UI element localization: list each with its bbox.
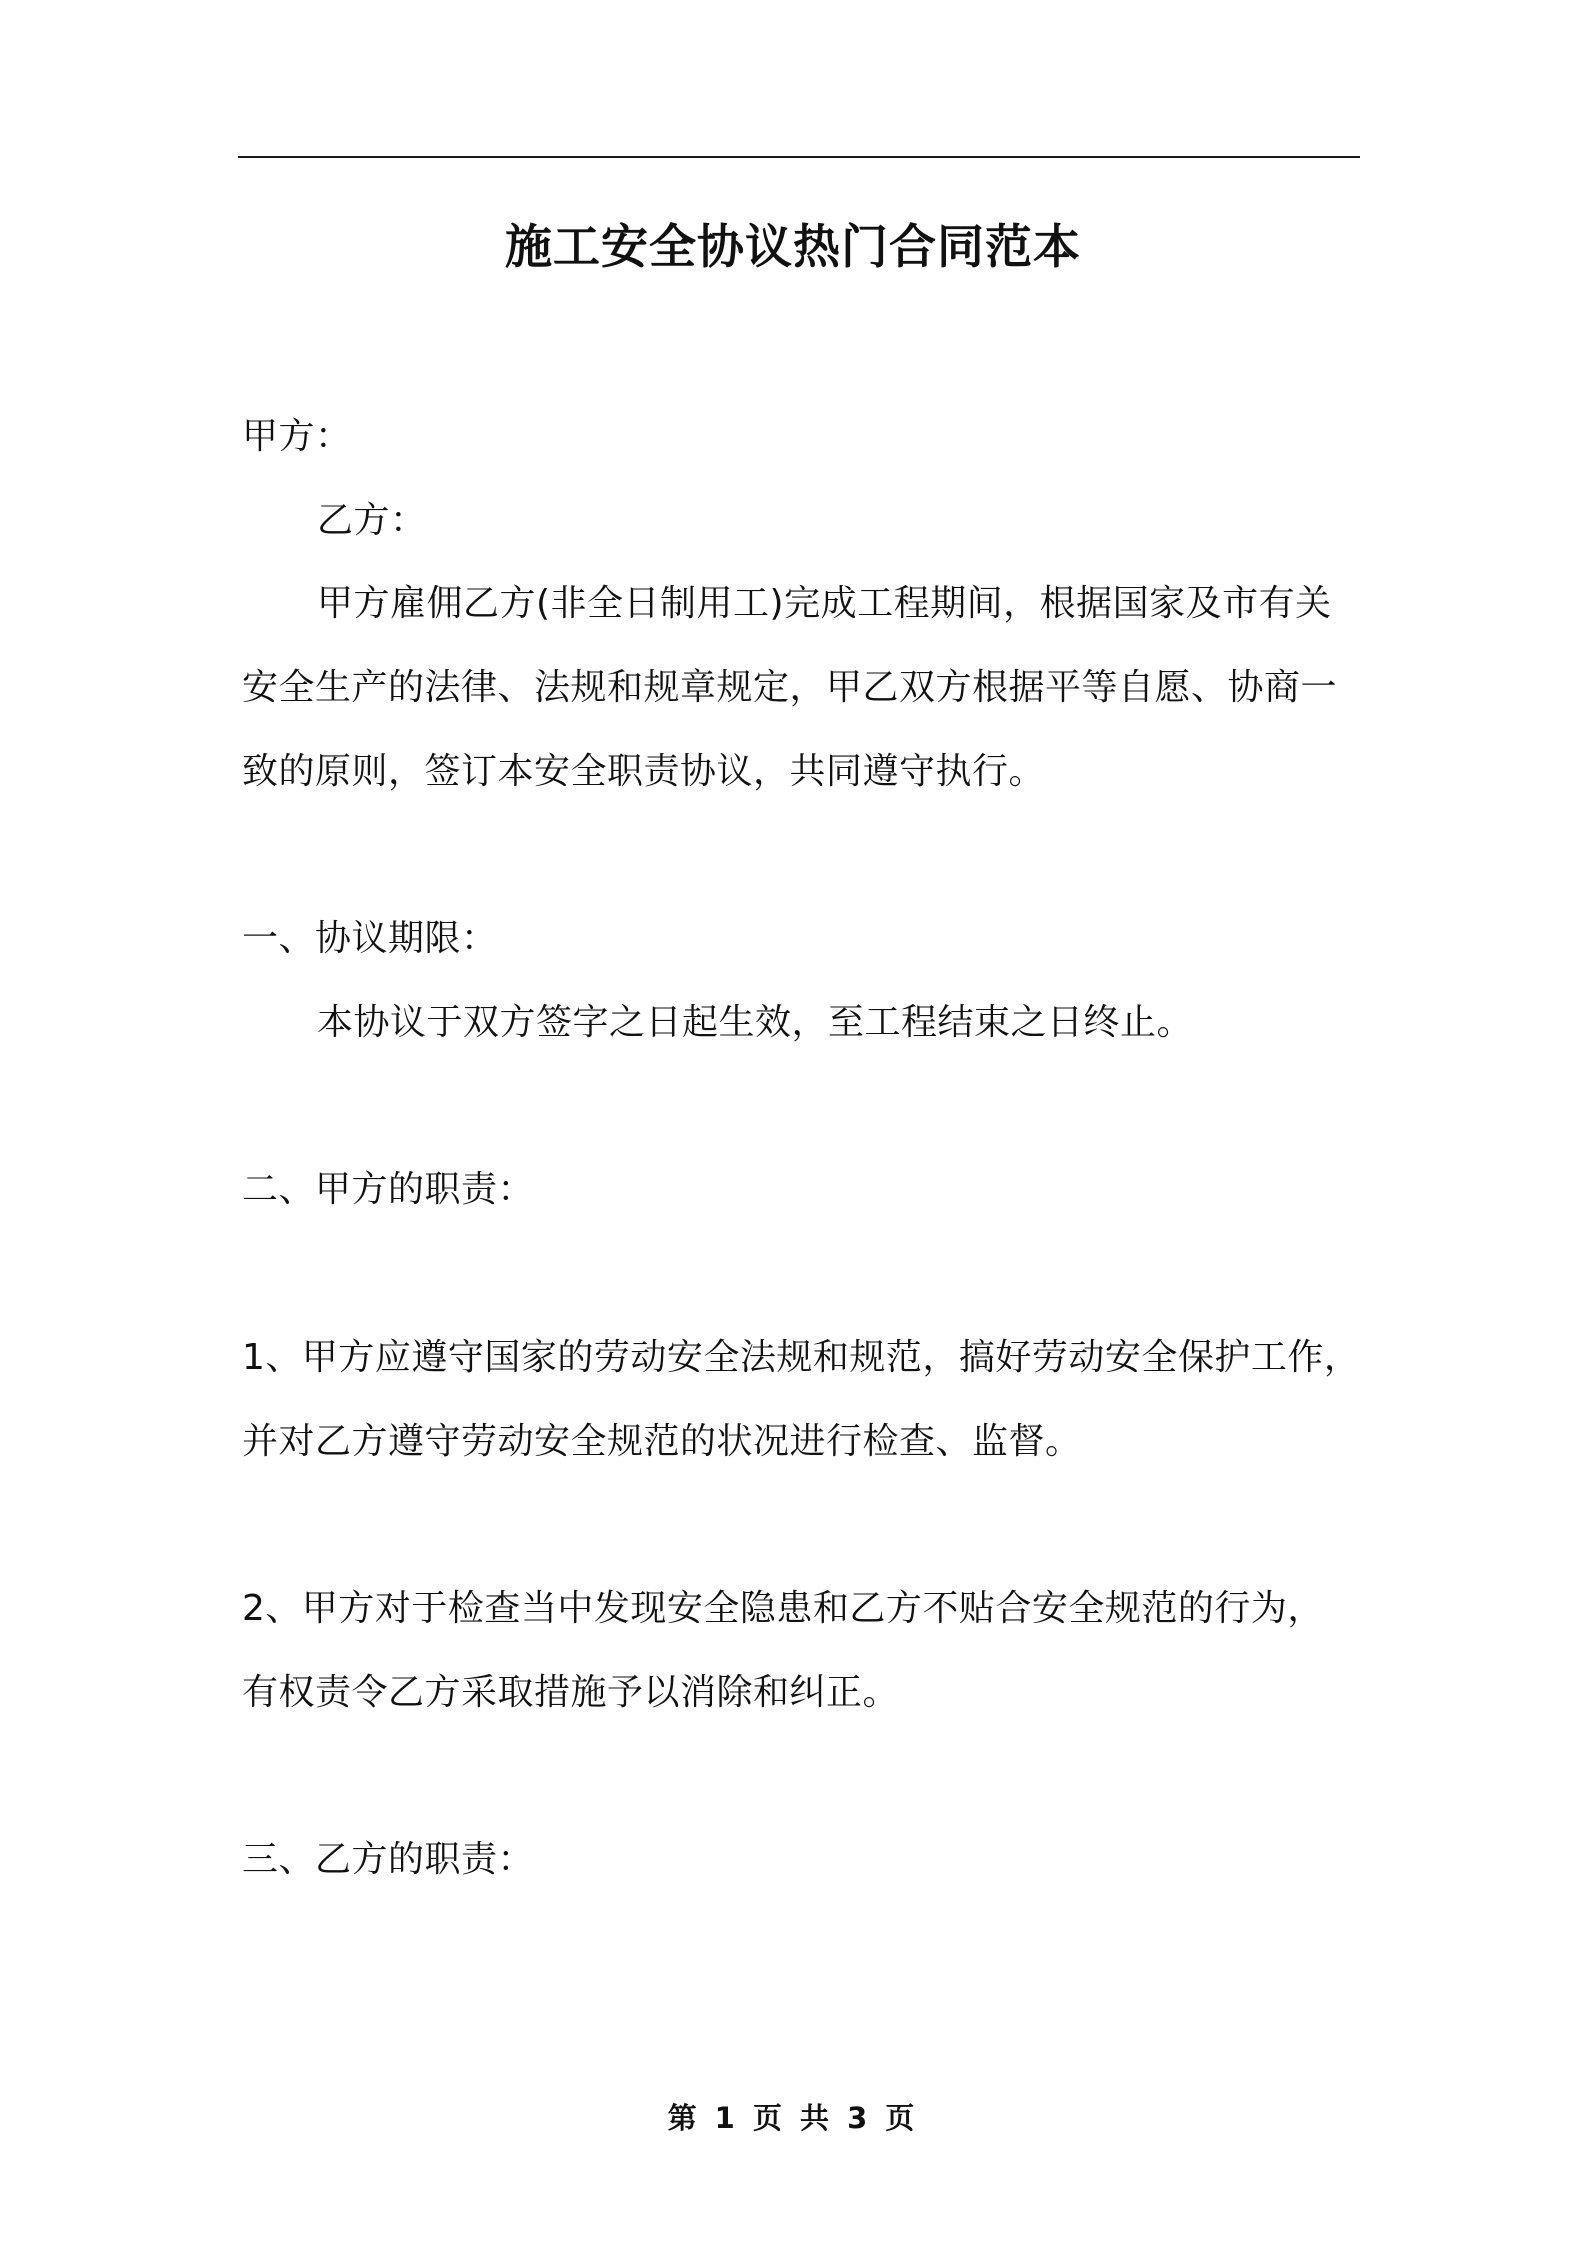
- clause-1-line-2: 并对乙方遵守劳动安全规范的状况进行检查、监督。: [242, 1421, 1082, 1462]
- section-2-heading: 二、甲方的职责：: [242, 1169, 535, 1210]
- preamble-line-1: 甲方雇佣乙方(非全日制用工)完成工程期间，根据国家及市有关: [317, 583, 1332, 624]
- party-b-label: 乙方：: [317, 500, 427, 541]
- clause-1-line-1: 1、甲方应遵守国家的劳动安全法规和规范，搞好劳动安全保护工作，: [242, 1337, 1361, 1378]
- party-a-label: 甲方：: [242, 416, 352, 457]
- header-rule: [238, 156, 1360, 158]
- section-3-heading: 三、乙方的职责：: [242, 1839, 535, 1880]
- section-1-heading: 一、协议期限：: [242, 918, 498, 959]
- clause-2-line-1: 2、甲方对于检查当中发现安全隐患和乙方不贴合安全规范的行为，: [242, 1588, 1324, 1629]
- section-1-text: 本协议于双方签字之日起生效，至工程结束之日终止。: [317, 1002, 1194, 1043]
- page-number-footer: 第 1 页 共 3 页: [667, 2101, 919, 2135]
- document-title: 施工安全协议热门合同范本: [505, 220, 1081, 275]
- clause-2-line-2: 有权责令乙方采取措施予以消除和纠正。: [242, 1672, 900, 1713]
- preamble-line-3: 致的原则，签订本安全职责协议，共同遵守执行。: [242, 751, 1046, 792]
- preamble-line-2: 安全生产的法律、法规和规章规定，甲乙双方根据平等自愿、协商一: [242, 667, 1338, 708]
